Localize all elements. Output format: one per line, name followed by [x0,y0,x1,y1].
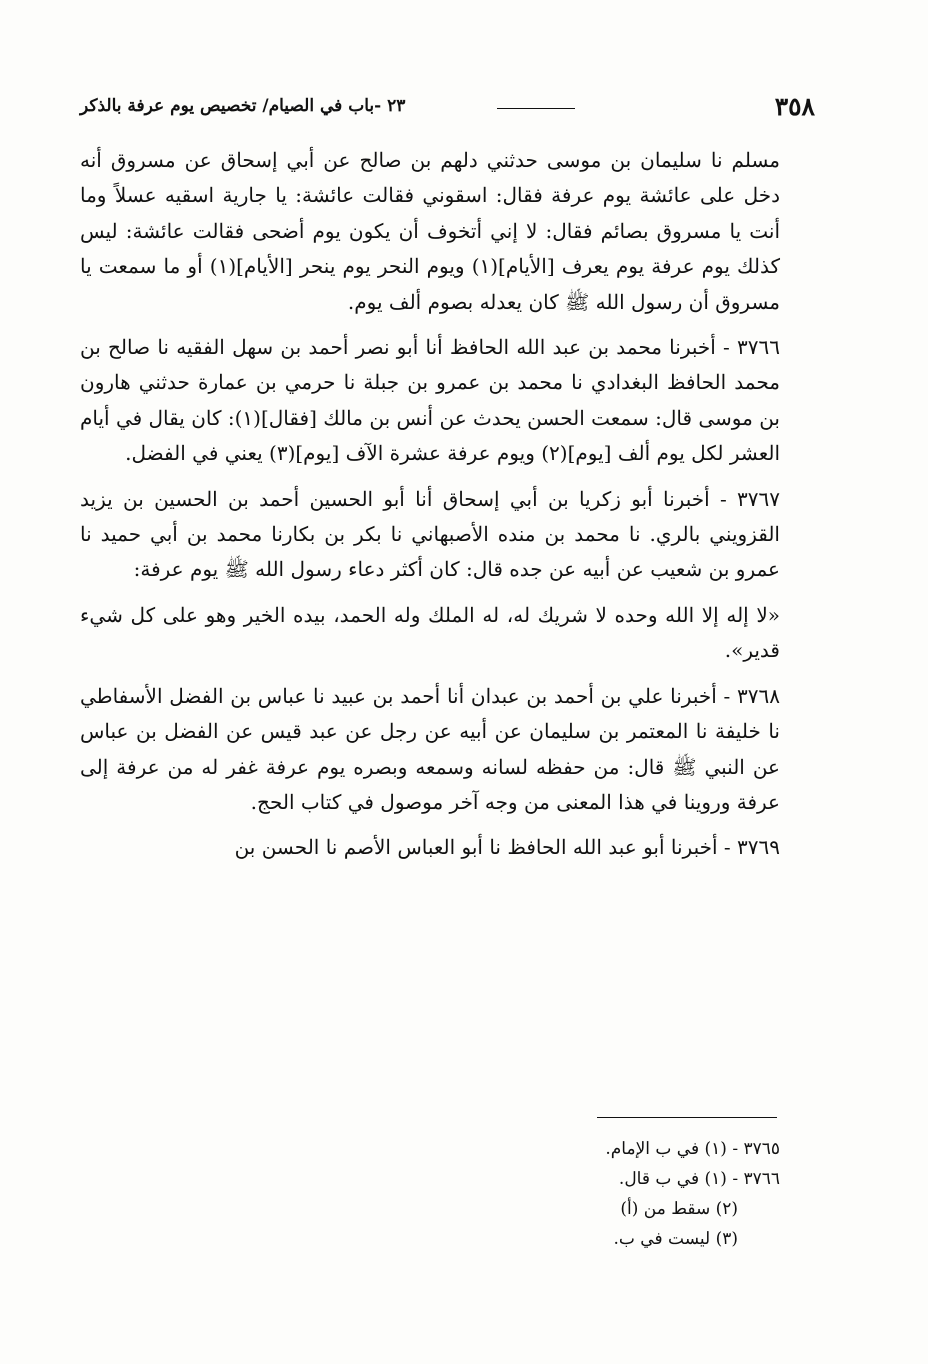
hadith-3767: ٣٧٦٧ - أخبرنا أبو زكريا بن أبي إسحاق أنا أبو الحسين أحمد بن الحسين بن يزيد القزويني بالري. نا محمد بن منده الأصبهاني نا بكر بن بكارنا محمد بن أبي حميد نا عمرو بن شعيب عن أبيه عن جده قال: كان أكثر دعاء رسول الله ﷺ يوم عرفة: [80,486,780,582]
footnote-3766-2: (٢) سقط من (أ) [620,1199,738,1219]
footnote-3766-3: (٣) ليست في ب. [613,1229,738,1249]
hadith-3769: ٣٧٦٩ - أخبرنا أبو عبد الله الحافظ نا أبو العباس الأصم نا الحسن بن [234,835,780,860]
hadith-3768: ٣٧٦٨ - أخبرنا علي بن أحمد بن عبدان أنا أحمد بن عبيد نا عباس بن الفضل الأسفاطي نا خليفة نا المعتمر بن سليمان عن أبيه عن رجل عن عبد قيس عن الفضل بن عباس عن النبي ﷺ قال: من حفظه لسانه وسمعه وبصره يوم عرفة غفر له من عرفة إلى عرفة وروينا في هذا المعنى من وجه آخر موصول في كتاب الحج. [80,683,780,814]
page-header [80,90,815,124]
running-title: ٢٣ -باب في الصيام/ تخصيص يوم عرفة بالذكر [80,96,406,116]
footnote-3765-1: ٣٧٦٥ - (١) في ب الإمام. [605,1139,780,1159]
footnote-3766-1: ٣٧٦٦ - (١) في ب قال. [618,1169,780,1189]
footnote-rule [597,1117,777,1118]
footnotes [430,1134,780,1254]
header-rule [497,108,575,109]
main-text [80,143,780,876]
hadith-3766: ٣٧٦٦ - أخبرنا محمد بن عبد الله الحافظ أنا أبو نصر أحمد بن سهل الفقيه نا صالح بن محمد الحافظ البغدادي نا محمد بن عمرو بن جبلة نا حرمي بن عمارة حدثني هارون بن موسى قال: سمعت الحسن يحدث عن أنس بن مالك [فقال](١): كان يقال في أيام العشر لكل يوم ألف [يوم](٢) ويوم عرفة عشرة الآف [يوم](٣) يعني في الفضل. [79,335,780,466]
paragraph-continuation: مسلم نا سليمان بن موسى حدثني دلهم بن صالح عن أبي إسحاق عن مسروق أنه دخل على عائشة يوم عرفة فقال: اسقوني فقالت عائشة: يا جارية اسقيه عسلاً وما أنت يا مسروق بصائم فقال: لا إني أتخوف أن يكون يوم أضحى فقالت عائشة: ليس كذلك يوم عرفة يوم يعرف [الأيام](١) ويوم النحر يوم ينحر [الأيام](١) أو ما سمعت يا مسروق أن رسول الله ﷺ كان يعدله بصوم ألف يوم. [80,148,781,314]
dua-quote: «لا إله إلا الله وحده لا شريك له، له الملك وله الحمد، بيده الخير وهو على كل شيء قدير». [80,602,780,663]
page-number: ٣٥٨ [774,92,815,121]
